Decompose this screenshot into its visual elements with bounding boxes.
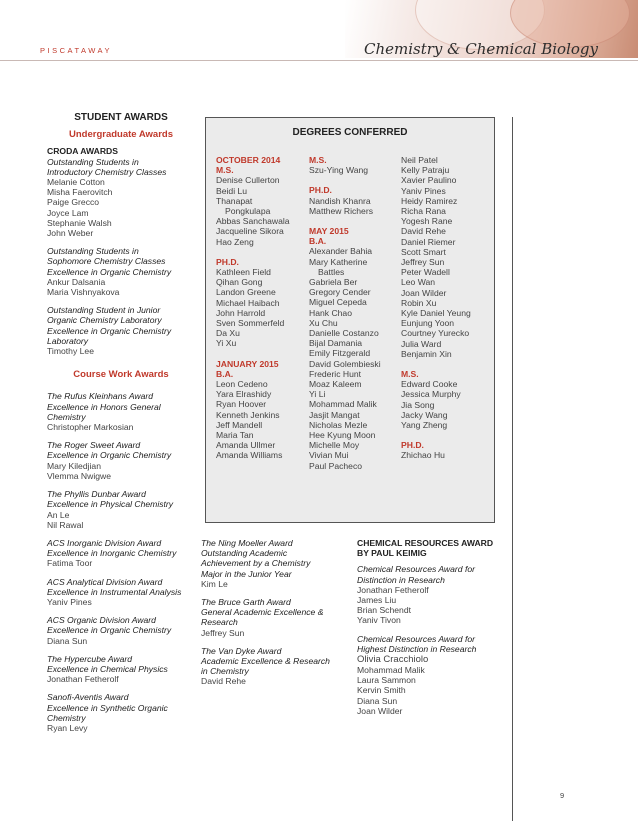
- croda-heading: CRODA AWARDS: [47, 146, 118, 157]
- winner-name: Nil Rawal: [47, 519, 84, 530]
- award-title-line: Major in the Junior Year: [201, 568, 292, 579]
- middle-awards-column: [201, 538, 346, 687]
- chemical-resources-column: [357, 538, 507, 716]
- graduate-name: Maria Tan: [216, 430, 254, 441]
- award-title-line: Excellence in Organic Chemistry: [47, 325, 172, 336]
- degrees-conferred-box: [205, 117, 495, 523]
- degree-heading: M.S.: [309, 155, 327, 165]
- graduate-name: Peter Wadell: [401, 267, 450, 278]
- page-number: 9: [560, 791, 565, 800]
- student-awards-column: [47, 113, 195, 733]
- graduate-name: Michael Haibach: [216, 297, 280, 308]
- winner-name: Olivia Cracchiolo: [357, 654, 429, 666]
- award-title-line: The Phyllis Dunbar Award: [47, 489, 146, 500]
- graduate-name: Landon Greene: [216, 287, 276, 298]
- graduate-name: Da Xu: [216, 328, 240, 339]
- award-title-line: Achievement by a Chemistry: [201, 558, 311, 569]
- student-awards-title: STUDENT AWARDS: [74, 112, 168, 123]
- graduate-name: Moaz Kaleem: [309, 379, 362, 390]
- award-title-line: Outstanding Students in: [47, 156, 139, 167]
- award-title-line: Research: [201, 617, 238, 628]
- graduate-name: Yi Li: [309, 389, 326, 400]
- award-title-line: Chemistry: [47, 411, 86, 422]
- degrees-column-3: [401, 155, 493, 461]
- winner-name: Melanie Cotton: [47, 177, 105, 188]
- graduate-name: Jeffrey Sun: [401, 257, 445, 268]
- winner-name: An Le: [47, 509, 70, 520]
- graduate-name: Joan Wilder: [401, 287, 447, 298]
- graduate-name: Hee Kyung Moon: [309, 430, 376, 441]
- graduate-name: Yogesh Rane: [401, 216, 453, 227]
- award-title-line: Academic Excellence & Research: [201, 656, 330, 667]
- graduate-name: Yaniv Pines: [401, 185, 446, 196]
- winner-name: Yaniv Pines: [47, 596, 92, 607]
- graduate-name: Eunjung Yoon: [401, 318, 455, 329]
- chem-resources-heading: BY PAUL KEIMIG: [357, 548, 427, 559]
- graduate-name: Vivian Mui: [309, 450, 349, 461]
- graduate-name: Robin Xu: [401, 297, 437, 308]
- winner-name: Joyce Lam: [47, 207, 89, 218]
- chem-resources-heading: CHEMICAL RESOURCES AWARD: [357, 538, 494, 548]
- award-title-line: ACS Inorganic Division Award: [47, 537, 162, 548]
- graduate-name: John Harrold: [216, 307, 266, 318]
- graduate-name: Jia Song: [401, 399, 435, 410]
- winner-name: Timothy Lee: [47, 346, 94, 357]
- graduate-name: Emily Fitzgerald: [309, 348, 371, 359]
- graduate-name: Hao Zeng: [216, 236, 254, 247]
- award-title-line: Outstanding Academic: [201, 548, 288, 559]
- graduate-name: Neil Patel: [401, 155, 438, 165]
- winner-name: Misha Faerovitch: [47, 187, 113, 198]
- location-label: PISCATAWAY: [40, 46, 112, 55]
- award-title-line: Laboratory: [47, 335, 89, 346]
- graduate-name: Hank Chao: [309, 307, 352, 318]
- graduate-name: Bijal Damania: [309, 338, 363, 349]
- graduate-name: Qihan Gong: [216, 277, 263, 288]
- winner-name: Maria Vishnyakova: [47, 287, 120, 298]
- graduate-name: Paul Pacheco: [309, 460, 363, 471]
- winner-name: Vlemma Nwigwe: [47, 470, 111, 481]
- graduate-name: Miguel Cepeda: [309, 297, 367, 308]
- winner-name: Fatima Toor: [47, 558, 93, 569]
- degree-heading: JANUARY 2015: [216, 358, 279, 369]
- award-title-line: Highest Distinction in Research: [357, 643, 477, 654]
- section-title: Chemistry & Chemical Biology: [364, 40, 598, 58]
- graduate-name: Julia Ward: [401, 338, 442, 349]
- award-title-line: Excellence in Chemical Physics: [47, 663, 168, 674]
- award-title-line: Chemical Resources Award for: [357, 633, 475, 644]
- graduate-name: Daniel Riemer: [401, 236, 456, 247]
- winner-name: Brian Schendt: [357, 605, 411, 616]
- winner-name: David Rehe: [201, 676, 246, 687]
- graduate-name: Jacqueline Sikora: [216, 226, 284, 237]
- award-title-line: in Chemistry: [201, 666, 249, 677]
- graduate-name: Amanda Ullmer: [216, 440, 276, 451]
- award-title-line: Chemical Resources Award for: [357, 564, 475, 575]
- graduate-name: Zhichao Hu: [401, 450, 445, 461]
- award-title-line: The Van Dyke Award: [201, 645, 282, 656]
- graduate-name: Szu-Ying Wang: [309, 165, 369, 176]
- graduate-name: Sven Sommerfeld: [216, 318, 285, 329]
- award-title-line: The Rufus Kleinhans Award: [47, 391, 154, 402]
- award-title-line: The Roger Sweet Award: [47, 440, 141, 451]
- winner-name: Ryan Levy: [47, 722, 88, 733]
- award-title-line: Excellence in Organic Chemistry: [47, 266, 172, 277]
- graduate-name: Pongkulapa: [225, 206, 271, 217]
- graduate-name: Yara Elrashidy: [216, 389, 272, 400]
- award-title-line: ACS Organic Division Award: [47, 615, 156, 626]
- graduate-name: David Golembieski: [309, 358, 381, 369]
- graduate-name: Denise Cullerton: [216, 175, 280, 186]
- graduate-name: Leo Wan: [401, 277, 436, 288]
- winner-name: Mary Kiledjian: [47, 460, 101, 471]
- graduate-name: Richa Rana: [401, 206, 446, 217]
- course-work-awards-title: Course Work Awards: [73, 369, 169, 381]
- award-title-line: Outstanding Student in Junior: [47, 305, 161, 316]
- winner-name: Yaniv Tivon: [357, 615, 401, 626]
- award-title-line: Excellence in Organic Chemistry: [47, 625, 172, 636]
- award-title-line: ACS Analytical Division Award: [47, 576, 163, 587]
- winner-name: Jonathan Fetherolf: [47, 674, 119, 685]
- graduate-name: Matthew Richers: [309, 205, 373, 216]
- graduate-name: Beidi Lu: [216, 185, 248, 196]
- graduate-name: Abbas Sanchawala: [216, 216, 290, 227]
- graduate-name: David Rehe: [401, 226, 446, 237]
- column-divider: [512, 117, 513, 821]
- award-title-line: The Bruce Garth Award: [201, 597, 291, 608]
- winner-name: John Weber: [47, 228, 94, 239]
- award-title-line: Chemistry: [47, 712, 86, 723]
- degree-heading: PH.D.: [401, 440, 424, 451]
- graduate-name: Mohammad Malik: [309, 399, 377, 410]
- graduate-name: Jasjit Mangat: [309, 409, 360, 420]
- undergrad-awards-title: Undergraduate Awards: [69, 129, 173, 141]
- graduate-name: Jacky Wang: [401, 409, 448, 420]
- winner-name: Diana Sun: [47, 635, 88, 646]
- graduate-name: Michelle Moy: [309, 440, 360, 451]
- graduate-name: Nandish Khanra: [309, 195, 371, 206]
- winner-name: Mohammad Malik: [357, 665, 425, 676]
- award-title-line: Excellence in Physical Chemistry: [47, 499, 174, 510]
- degree-heading: MAY 2015: [309, 226, 349, 237]
- graduate-name: Benjamin Xin: [401, 348, 452, 359]
- graduate-name: Frederic Hunt: [309, 368, 362, 379]
- award-title-line: Introductory Chemistry Classes: [47, 166, 167, 177]
- award-title-line: The Ning Moeller Award: [201, 538, 293, 548]
- winner-name: Kim Le: [201, 578, 228, 589]
- graduate-name: Ryan Hoover: [216, 399, 267, 410]
- award-title-line: Outstanding Students in: [47, 246, 139, 257]
- award-title-line: Organic Chemistry Laboratory: [47, 315, 162, 326]
- award-title-line: Excellence in Organic Chemistry: [47, 450, 172, 461]
- award-title-line: Excellence in Inorganic Chemistry: [47, 548, 177, 559]
- graduate-name: Yi Xu: [216, 338, 237, 349]
- degree-heading: PH.D.: [309, 185, 332, 196]
- graduate-name: Mary Katherine: [309, 256, 368, 267]
- award-title-line: General Academic Excellence &: [201, 607, 324, 618]
- graduate-name: Jeff Mandell: [216, 419, 263, 430]
- winner-name: Kervin Smith: [357, 685, 406, 696]
- degree-heading: B.A.: [216, 368, 234, 379]
- graduate-name: Jessica Murphy: [401, 389, 461, 400]
- graduate-name: Kelly Patraju: [401, 165, 450, 176]
- graduate-name: Alexander Bahia: [309, 246, 373, 257]
- graduate-name: Battles: [318, 266, 345, 277]
- winner-name: James Liu: [357, 595, 397, 606]
- degree-heading: OCTOBER 2014: [216, 155, 281, 165]
- degree-heading: B.A.: [309, 236, 327, 247]
- award-title-line: Distinction in Research: [357, 574, 445, 585]
- degree-heading: M.S.: [401, 369, 419, 380]
- award-title-line: The Hypercube Award: [47, 653, 133, 664]
- graduate-name: Scott Smart: [401, 246, 446, 257]
- winner-name: Jeffrey Sun: [201, 627, 245, 638]
- graduate-name: Amanda Williams: [216, 450, 283, 461]
- degrees-conferred-title: DEGREES CONFERRED: [292, 127, 408, 138]
- degree-heading: PH.D.: [216, 256, 239, 267]
- graduate-name: Kenneth Jenkins: [216, 409, 280, 420]
- graduate-name: Gregory Cender: [309, 287, 371, 298]
- graduate-name: Kyle Daniel Yeung: [401, 308, 471, 319]
- graduate-name: Danielle Costanzo: [309, 328, 379, 339]
- winner-name: Christopher Markosian: [47, 422, 134, 433]
- degrees-column-2: [309, 155, 401, 471]
- degrees-column-1: [216, 155, 308, 461]
- graduate-name: Leon Cedeno: [216, 379, 268, 390]
- header-rule: [0, 60, 638, 61]
- graduate-name: Gabriela Ber: [309, 277, 358, 288]
- degree-heading: M.S.: [216, 165, 234, 176]
- graduate-name: Nicholas Mezle: [309, 419, 368, 430]
- winner-name: Ankur Dalsania: [47, 276, 106, 287]
- award-title-line: Excellence in Honors General: [47, 401, 161, 412]
- graduate-name: Thanapat: [216, 195, 253, 206]
- winner-name: Paige Grecco: [47, 197, 100, 208]
- award-title-line: Sophomore Chemistry Classes: [47, 256, 166, 267]
- winner-name: Laura Sammon: [357, 675, 416, 686]
- page-header: [0, 0, 638, 72]
- graduate-name: Edward Cooke: [401, 379, 458, 390]
- award-title-line: Sanofi-Aventis Award: [47, 692, 129, 703]
- graduate-name: Xavier Paulino: [401, 175, 457, 186]
- winner-name: Joan Wilder: [357, 705, 403, 716]
- graduate-name: Kathleen Field: [216, 267, 271, 278]
- winner-name: Diana Sun: [357, 695, 398, 706]
- graduate-name: Xu Chu: [309, 317, 338, 328]
- graduate-name: Courtney Yurecko: [401, 328, 470, 339]
- graduate-name: Yang Zheng: [401, 420, 448, 431]
- winner-name: Stephanie Walsh: [47, 217, 112, 228]
- course-work-awards-list: [47, 391, 195, 733]
- winner-name: Jonathan Fetherolf: [357, 584, 429, 595]
- award-title-line: Excellence in Instrumental Analysis: [47, 586, 182, 597]
- award-title-line: Excellence in Synthetic Organic: [47, 702, 168, 713]
- graduate-name: Heidy Ramirez: [401, 195, 458, 206]
